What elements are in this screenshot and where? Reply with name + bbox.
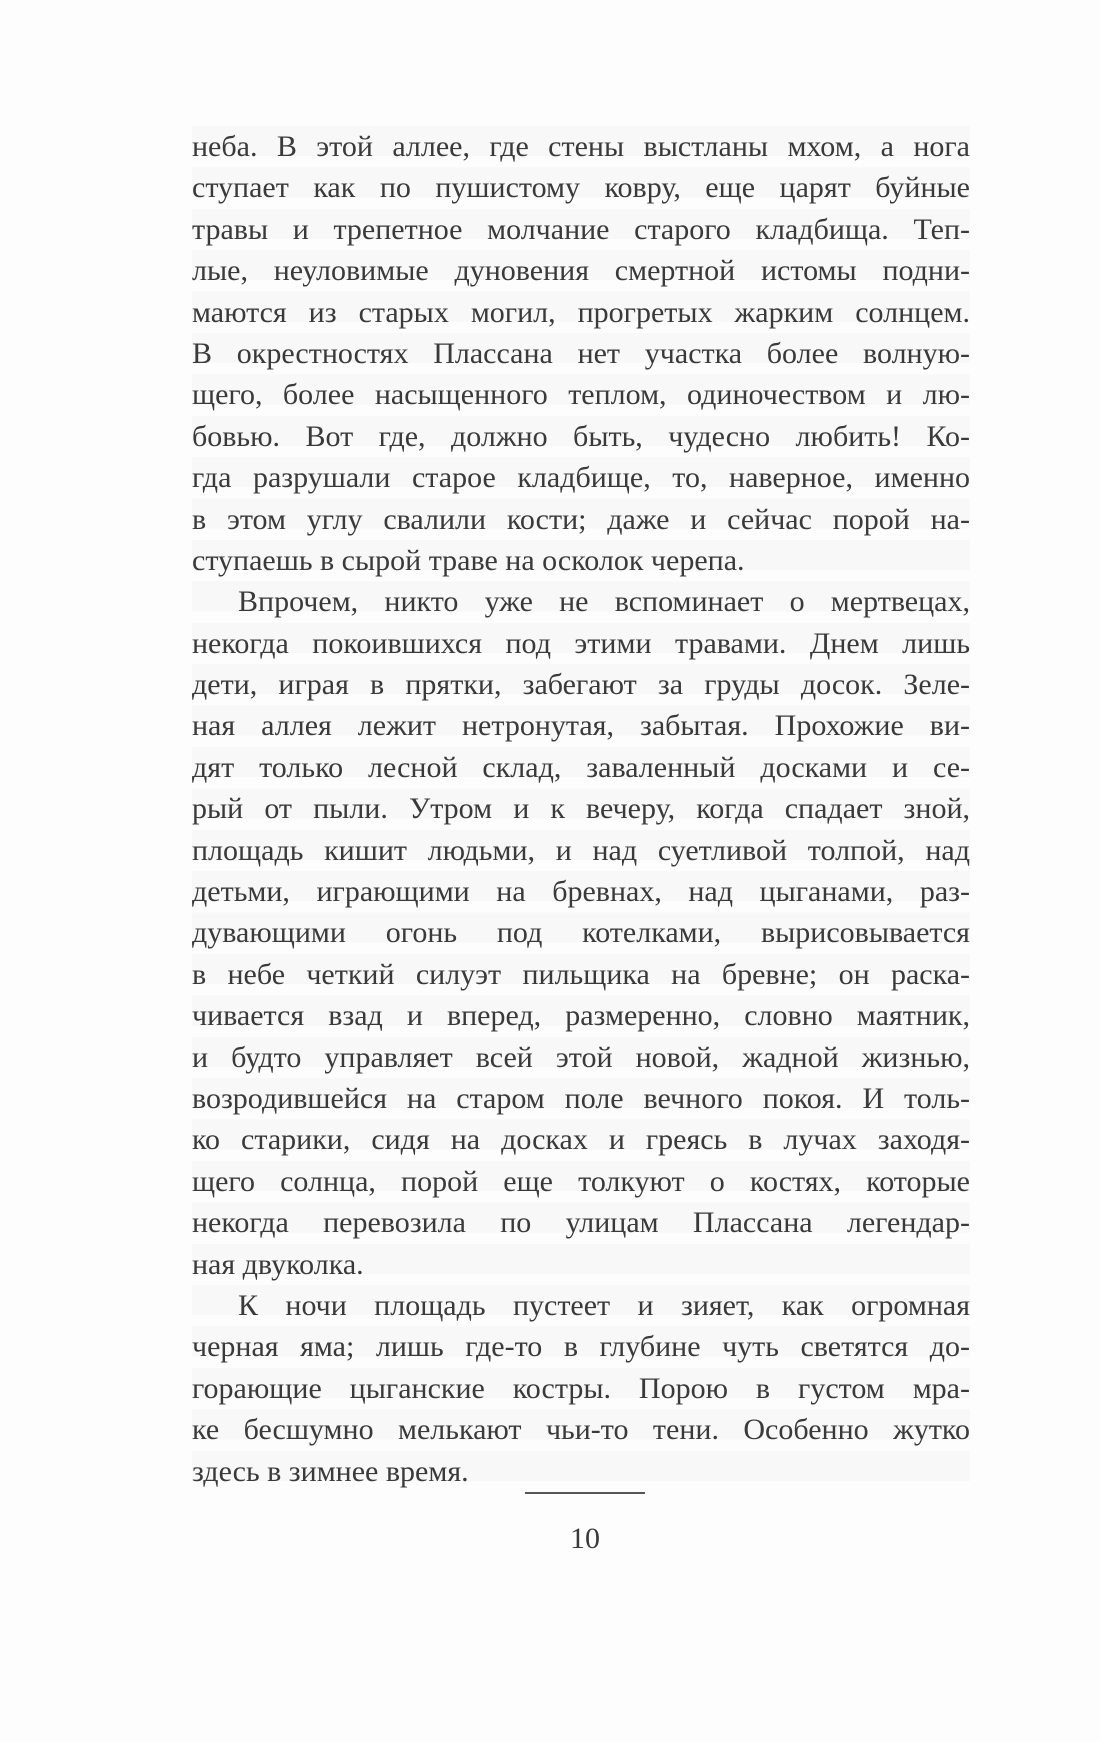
text-line: бовью. Вот где, должно быть, чудесно любить! Ко- [192, 419, 970, 453]
text-line: черная яма; лишь где-то в глубине чуть светятся до- [192, 1330, 970, 1364]
text-line: ке бесшумно мелькают чьи-то тени. Особенно жутко [192, 1413, 970, 1447]
text-line: ко старики, сидя на досках и греясь в лучах заходя- [192, 1123, 970, 1157]
text-line: некогда перевозила по улицам Плассана легендар- [192, 1206, 970, 1240]
text-line: детьми, играющими на бревнах, над цыганами, раз- [192, 875, 970, 909]
text-line: щего, более насыщенного теплом, одиночеством и лю- [192, 378, 970, 412]
text-line: дят только лесной склад, заваленный досками и се- [192, 750, 970, 784]
text-line: возродившейся на старом поле вечного покоя. И толь- [192, 1081, 970, 1115]
text-line: ступает как по пушистому ковру, еще царят буйные [192, 171, 970, 205]
text-line: некогда покоившихся под этими травами. Днем лишь [192, 626, 970, 660]
text-line: в небе четкий силуэт пильщика на бревне; он раска- [192, 957, 970, 991]
text-line: чивается взад и вперед, размеренно, словно маятник, [192, 999, 970, 1033]
text-line: ная аллея лежит нетронутая, забытая. Прохожие ви- [192, 709, 970, 743]
paragraph [192, 1285, 970, 1492]
text-line: лые, неуловимые дуновения смертной истомы подни- [192, 254, 970, 288]
text-line: рый от пыли. Утром и к вечеру, когда спадает зной, [192, 792, 970, 826]
text-line: К ночи площадь пустеет и зияет, как огромная [238, 1288, 970, 1322]
text-line: ступаешь в сырой траве на осколок черепа. [192, 543, 745, 577]
paragraph [192, 126, 970, 581]
text-line: В окрестностях Плассана нет участка более волную- [192, 336, 970, 370]
footer-divider [525, 1492, 645, 1494]
text-line: маются из старых могил, прогретых жарким солнцем. [192, 295, 970, 329]
page-number: 10 [570, 1522, 600, 1555]
text-column [192, 126, 970, 1492]
text-line: здесь в зимнее время. [192, 1454, 469, 1488]
text-line: и будто управляет всей этой новой, жадной жизнью, [192, 1040, 970, 1074]
text-line: неба. В этой аллее, где стены выстланы мхом, а нога [192, 130, 970, 163]
text-line: дети, играя в прятки, забегают за груды досок. Зеле- [192, 668, 970, 702]
text-line: горающие цыганские костры. Порою в густом мра- [192, 1371, 970, 1405]
text-line: травы и трепетное молчание старого кладбища. Теп- [192, 212, 970, 246]
text-line: гда разрушали старое кладбище, то, наверное, именно [192, 461, 970, 495]
text-line: ная двуколка. [192, 1247, 364, 1281]
text-line: дувающими огонь под котелками, вырисовывается [192, 916, 970, 950]
text-line: площадь кишит людьми, и над суетливой толпой, над [192, 833, 970, 867]
text-line: щего солнца, порой еще толкуют о костях, которые [192, 1164, 970, 1198]
text-line: Впрочем, никто уже не вспоминает о мертвецах, [238, 585, 970, 619]
paragraph [192, 581, 970, 1285]
text-line: в этом углу свалили кости; даже и сейчас порой на- [192, 502, 970, 536]
